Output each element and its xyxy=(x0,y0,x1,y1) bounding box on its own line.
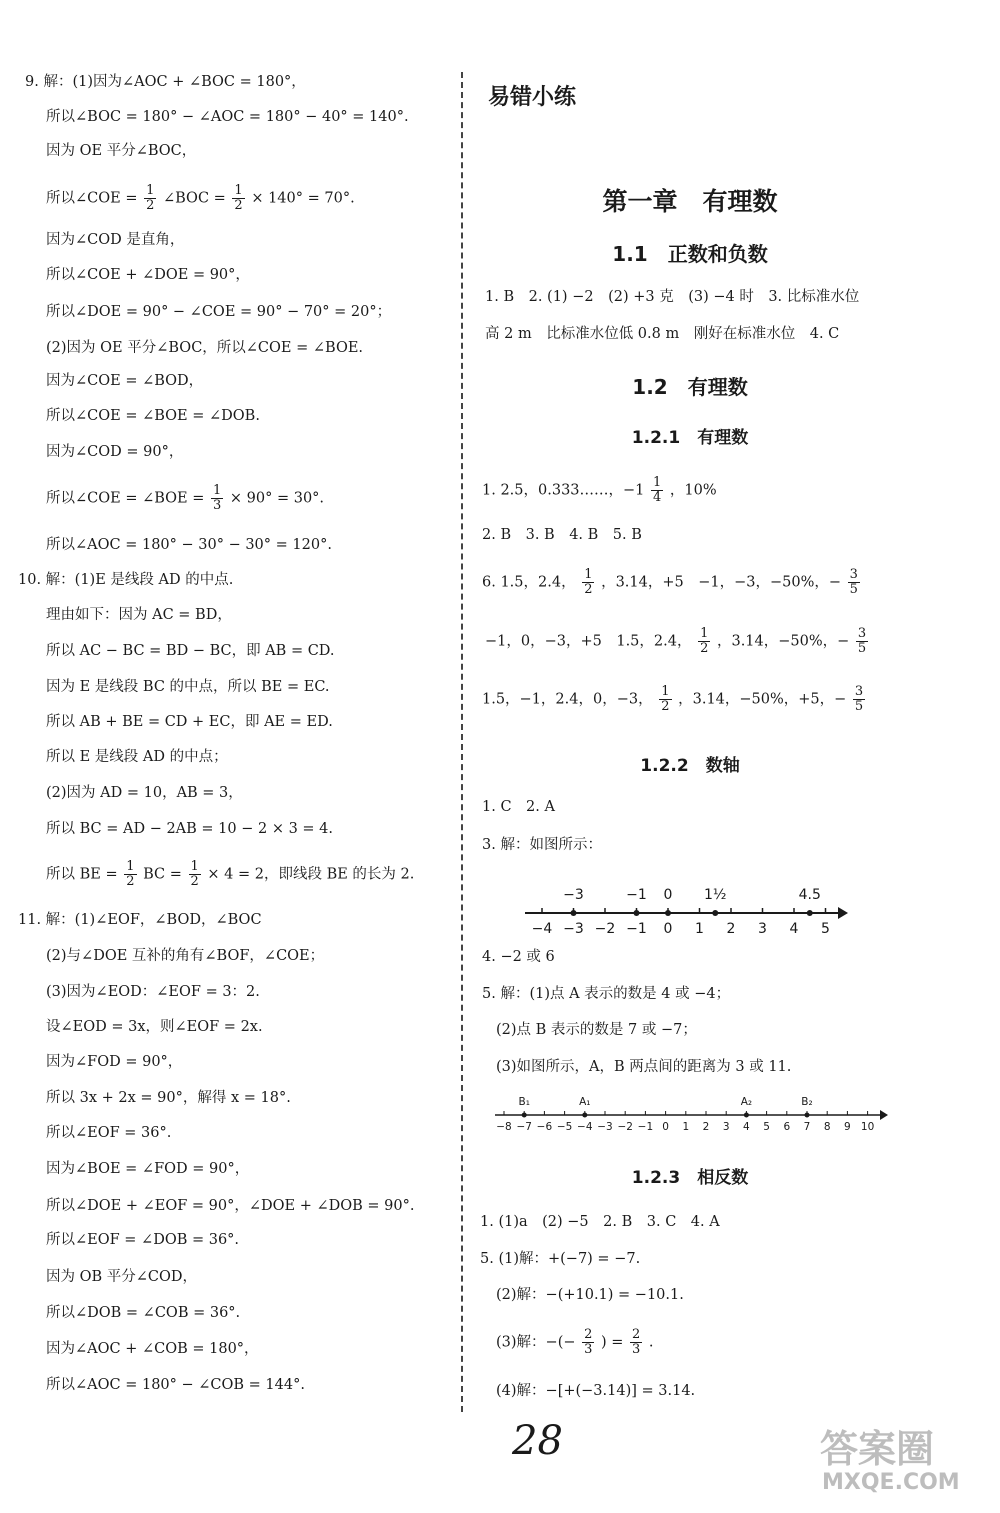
fraction xyxy=(853,685,865,714)
text-line: (2)因为 AD = 10，AB = 3， xyxy=(46,785,243,801)
text-line-fraction xyxy=(482,568,862,597)
text: ∠BOC = xyxy=(162,190,226,207)
text-line: 因为 E 是线段 BC 的中点，所以 BE = EC. xyxy=(46,679,330,695)
text-line: 高 2 m 比标准水位低 0.8 m 刚好在标准水位 4. C xyxy=(485,326,840,342)
text: . xyxy=(648,1334,654,1351)
tick-label: 0 xyxy=(663,921,673,937)
tick-label: −7 xyxy=(516,1121,532,1133)
tick-label: −6 xyxy=(536,1121,553,1133)
point-label: B₂ xyxy=(801,1096,813,1108)
text-line: 9. 解：(1)因为∠AOC + ∠BOC = 180°， xyxy=(25,74,306,90)
denominator: 2 xyxy=(126,874,135,889)
text-line: 理由如下：因为 AC = BD， xyxy=(46,607,232,623)
text-line: (2)因为 OE 平分∠BOC，所以∠COE = ∠BOE. xyxy=(46,340,364,356)
text: ，3.14，−50%，− xyxy=(716,633,850,650)
denominator: 2 xyxy=(700,641,709,656)
text-line-fraction xyxy=(46,184,355,213)
point-marker xyxy=(522,1113,527,1118)
text-line: 因为∠FOD = 90°， xyxy=(46,1054,183,1070)
numerator: 3 xyxy=(857,626,867,641)
numerator: 1 xyxy=(661,684,670,699)
watermark-site: MXQE.COM xyxy=(822,1470,960,1495)
tick-label: −3 xyxy=(563,921,584,937)
text-line: 所以∠DOE + ∠EOF = 90°，∠DOE + ∠DOB = 90°. xyxy=(46,1198,415,1214)
fraction xyxy=(582,568,594,597)
tick-label: −1 xyxy=(626,921,647,937)
tick-label: 9 xyxy=(844,1121,851,1133)
text-line: 因为∠COD = 90°， xyxy=(46,444,184,460)
tick-label: 5 xyxy=(763,1121,770,1133)
text-line: 11. 解：(1)∠EOF，∠BOD，∠BOC xyxy=(18,912,262,928)
text-line: 10. 解：(1)E 是线段 AD 的中点. xyxy=(18,572,234,588)
fraction xyxy=(124,860,136,889)
point-label: 4.5 xyxy=(798,887,821,903)
text: × 4 = 2，即线段 BE 的长为 2. xyxy=(207,866,415,883)
text-line: 所以∠DOB = ∠COB = 36°. xyxy=(46,1305,241,1321)
text-line: 因为∠BOE = ∠FOD = 90°， xyxy=(46,1161,250,1177)
text: 所以∠COE = ∠BOE = xyxy=(46,490,205,507)
point-marker xyxy=(665,910,671,916)
text-line: 所以 E 是线段 AD 的中点； xyxy=(46,749,228,765)
denominator: 2 xyxy=(234,198,243,213)
numerator: 3 xyxy=(849,567,858,582)
text: × 90° = 30°. xyxy=(229,490,325,507)
tick-label: 6 xyxy=(783,1121,791,1133)
tick-label: 1 xyxy=(695,921,704,937)
text-line: 所以∠DOE = 90° − ∠COE = 90° − 70° = 20°； xyxy=(46,304,392,320)
tick-label: −5 xyxy=(556,1121,573,1133)
point-label: A₁ xyxy=(579,1096,591,1108)
text-line: 所以 BC = AD − 2AB = 10 − 2 × 3 = 4. xyxy=(46,821,334,837)
tick-label: 10 xyxy=(860,1121,875,1133)
number-line xyxy=(492,1090,892,1138)
text-line: (2)与∠DOE 互补的角有∠BOF，∠COE； xyxy=(46,948,325,964)
point-marker xyxy=(712,910,718,916)
fraction xyxy=(651,476,663,505)
text-line: 因为 OB 平分∠COD， xyxy=(46,1269,198,1285)
fraction xyxy=(582,1328,594,1357)
tick-label: 4 xyxy=(789,921,799,937)
text-line: 所以∠COE + ∠DOE = 90°， xyxy=(46,267,250,283)
denominator: 3 xyxy=(584,1342,593,1357)
point-marker xyxy=(634,910,640,916)
text-line: 3. 解：如图所示： xyxy=(482,837,602,853)
text: 所以 BE = xyxy=(46,866,118,883)
text: (3)解：−(− xyxy=(496,1334,576,1351)
subsection-title: 1.1 正数和负数 xyxy=(612,242,768,266)
fraction xyxy=(659,685,671,714)
point-label: 1½ xyxy=(704,887,727,903)
text-line: 所以∠AOC = 180° − 30° − 30° = 120°. xyxy=(46,537,332,553)
tick-label: −2 xyxy=(617,1121,633,1133)
text-line: 因为∠COE = ∠BOD， xyxy=(46,373,204,389)
point-marker xyxy=(582,1113,587,1118)
tick-label: −1 xyxy=(637,1121,654,1133)
text-line: 1. C 2. A xyxy=(482,799,555,815)
denominator: 3 xyxy=(632,1342,641,1357)
watermark-logo: 答案圈 xyxy=(820,1427,935,1471)
text: ) = xyxy=(601,1334,624,1351)
text-line: 因为∠COD 是直角， xyxy=(46,232,185,248)
text: ，3.14，+5 −1，−3，−50%，− xyxy=(601,574,842,591)
text-line-fraction xyxy=(485,627,870,656)
column-divider xyxy=(461,72,463,1412)
tick-label: 8 xyxy=(823,1121,831,1133)
text-line: 所以∠AOC = 180° − ∠COB = 144°. xyxy=(46,1377,305,1393)
tick-label: 2 xyxy=(702,1121,710,1133)
text-line: 设∠EOD = 3x，则∠EOF = 2x. xyxy=(46,1019,263,1035)
point-marker xyxy=(571,910,577,916)
text: ，3.14，−50%，+5，− xyxy=(678,691,847,708)
tick-label: 2 xyxy=(726,921,736,937)
text-line: 因为∠AOC + ∠COB = 180°， xyxy=(46,1341,259,1357)
text-line-fraction xyxy=(46,860,414,889)
numerator: 1 xyxy=(126,859,135,874)
text: 所以∠COE = xyxy=(46,190,138,207)
denominator: 2 xyxy=(661,699,670,714)
tick-label: 7 xyxy=(803,1121,811,1133)
axis-arrow xyxy=(880,1110,888,1120)
point-marker xyxy=(744,1113,749,1118)
text-line: (2)点 B 表示的数是 7 或 −7； xyxy=(496,1022,697,1038)
text-line: 1. (1)a (2) −5 2. B 3. C 4. A xyxy=(480,1214,720,1230)
text: BC = xyxy=(143,866,182,883)
fraction xyxy=(144,184,156,213)
tick-label: 4 xyxy=(743,1121,750,1133)
chapter-title: 第一章 有理数 xyxy=(602,187,778,216)
text-line: (3)因为∠EOD：∠EOF = 3：2. xyxy=(46,984,260,1000)
numerator: 3 xyxy=(854,684,864,699)
text-line-fraction xyxy=(482,685,867,714)
tick-label: −8 xyxy=(496,1121,512,1133)
tick-label: −3 xyxy=(597,1121,613,1133)
point-label: A₂ xyxy=(740,1096,753,1108)
denominator: 2 xyxy=(146,198,155,213)
numerator: 1 xyxy=(213,483,222,498)
subsection-title: 1.2 有理数 xyxy=(632,375,748,399)
fraction xyxy=(211,484,223,513)
tick-label: −4 xyxy=(577,1121,593,1133)
text-line: 所以∠EOF = ∠DOB = 36°. xyxy=(46,1232,240,1248)
text-line: 2. B 3. B 4. B 5. B xyxy=(482,527,642,543)
numerator: 1 xyxy=(653,475,662,490)
denominator: 5 xyxy=(857,641,867,656)
text-line: 因为 OE 平分∠BOC， xyxy=(46,143,197,159)
text: 6. 1.5，2.4， xyxy=(482,574,576,591)
fraction xyxy=(848,568,860,597)
fraction xyxy=(698,627,710,656)
tick-label: 1 xyxy=(682,1121,690,1133)
point-label: −3 xyxy=(563,887,584,903)
denominator: 5 xyxy=(849,582,858,597)
denominator: 5 xyxy=(854,699,864,714)
text-line: 4. −2 或 6 xyxy=(482,949,555,965)
denominator: 4 xyxy=(653,490,662,505)
text-line-fraction xyxy=(46,484,324,513)
section-heading: 易错小练 xyxy=(488,85,577,110)
subsubsection-title: 1.2.2 数轴 xyxy=(640,756,740,776)
tick-label: 5 xyxy=(821,921,830,937)
text-line: 5. 解：(1)点 A 表示的数是 4 或 −4； xyxy=(482,986,731,1002)
numerator: 1 xyxy=(700,626,709,641)
text-line: 所以∠EOF = 36°. xyxy=(46,1125,172,1141)
subsubsection-title: 1.2.3 相反数 xyxy=(631,1168,749,1188)
tick-label: 3 xyxy=(758,921,767,937)
denominator: 2 xyxy=(584,582,593,597)
numerator: 1 xyxy=(190,859,199,874)
page-number: 28 xyxy=(512,1418,563,1464)
tick-label: −4 xyxy=(531,921,553,937)
point-marker xyxy=(805,1113,810,1118)
fraction xyxy=(630,1328,642,1357)
denominator: 2 xyxy=(190,874,199,889)
text-line: 所以 3x + 2x = 90°，解得 x = 18°. xyxy=(46,1090,291,1106)
numerator: 1 xyxy=(584,567,593,582)
fraction xyxy=(189,860,201,889)
fraction xyxy=(856,627,868,656)
text-line: (4)解：−[+(−3.14)] = 3.14. xyxy=(496,1383,696,1399)
text-line: 1. B 2. (1) −2 (2) +3 克 (3) −4 时 3. 比标准水位 xyxy=(485,289,860,305)
text: 1.5，−1，2.4，0，−3， xyxy=(482,691,653,708)
text-line: 所以∠BOC = 180° − ∠AOC = 180° − 40° = 140°. xyxy=(46,109,409,125)
tick-label: 3 xyxy=(722,1121,730,1133)
numerator: 2 xyxy=(632,1327,641,1342)
text-line: 所以∠COE = ∠BOE = ∠DOB. xyxy=(46,408,260,424)
denominator: 3 xyxy=(213,498,222,513)
axis-arrow xyxy=(838,907,848,919)
text-line: 所以 AB + BE = CD + EC，即 AE = ED. xyxy=(46,714,333,730)
text-line-fraction xyxy=(496,1328,654,1357)
number-line xyxy=(520,870,850,940)
text-line: (3)如图所示，A，B 两点间的距离为 3 或 11. xyxy=(496,1059,792,1075)
subsubsection-title: 1.2.1 有理数 xyxy=(631,428,749,448)
point-label: −1 xyxy=(626,887,647,903)
tick-label: −2 xyxy=(594,921,616,937)
tick-label: 0 xyxy=(662,1121,669,1133)
fraction xyxy=(232,184,244,213)
text-line: 所以 AC − BC = BD − BC，即 AB = CD. xyxy=(46,643,335,659)
text: −1，0，−3，+5 1.5，2.4， xyxy=(485,633,692,650)
text-line-fraction xyxy=(482,476,717,505)
text-line: (2)解：−(+10.1) = −10.1. xyxy=(496,1287,684,1303)
point-label: B₁ xyxy=(518,1096,530,1108)
numerator: 1 xyxy=(146,183,155,198)
point-label: 0 xyxy=(663,887,673,903)
text: ，10% xyxy=(669,482,717,499)
text-line: 5. (1)解：+(−7) = −7. xyxy=(480,1251,641,1267)
point-marker xyxy=(807,910,813,916)
text: 1. 2.5，0.333……，−1 xyxy=(482,482,645,499)
numerator: 2 xyxy=(584,1327,593,1342)
text: × 140° = 70°. xyxy=(251,190,355,207)
numerator: 1 xyxy=(234,183,243,198)
